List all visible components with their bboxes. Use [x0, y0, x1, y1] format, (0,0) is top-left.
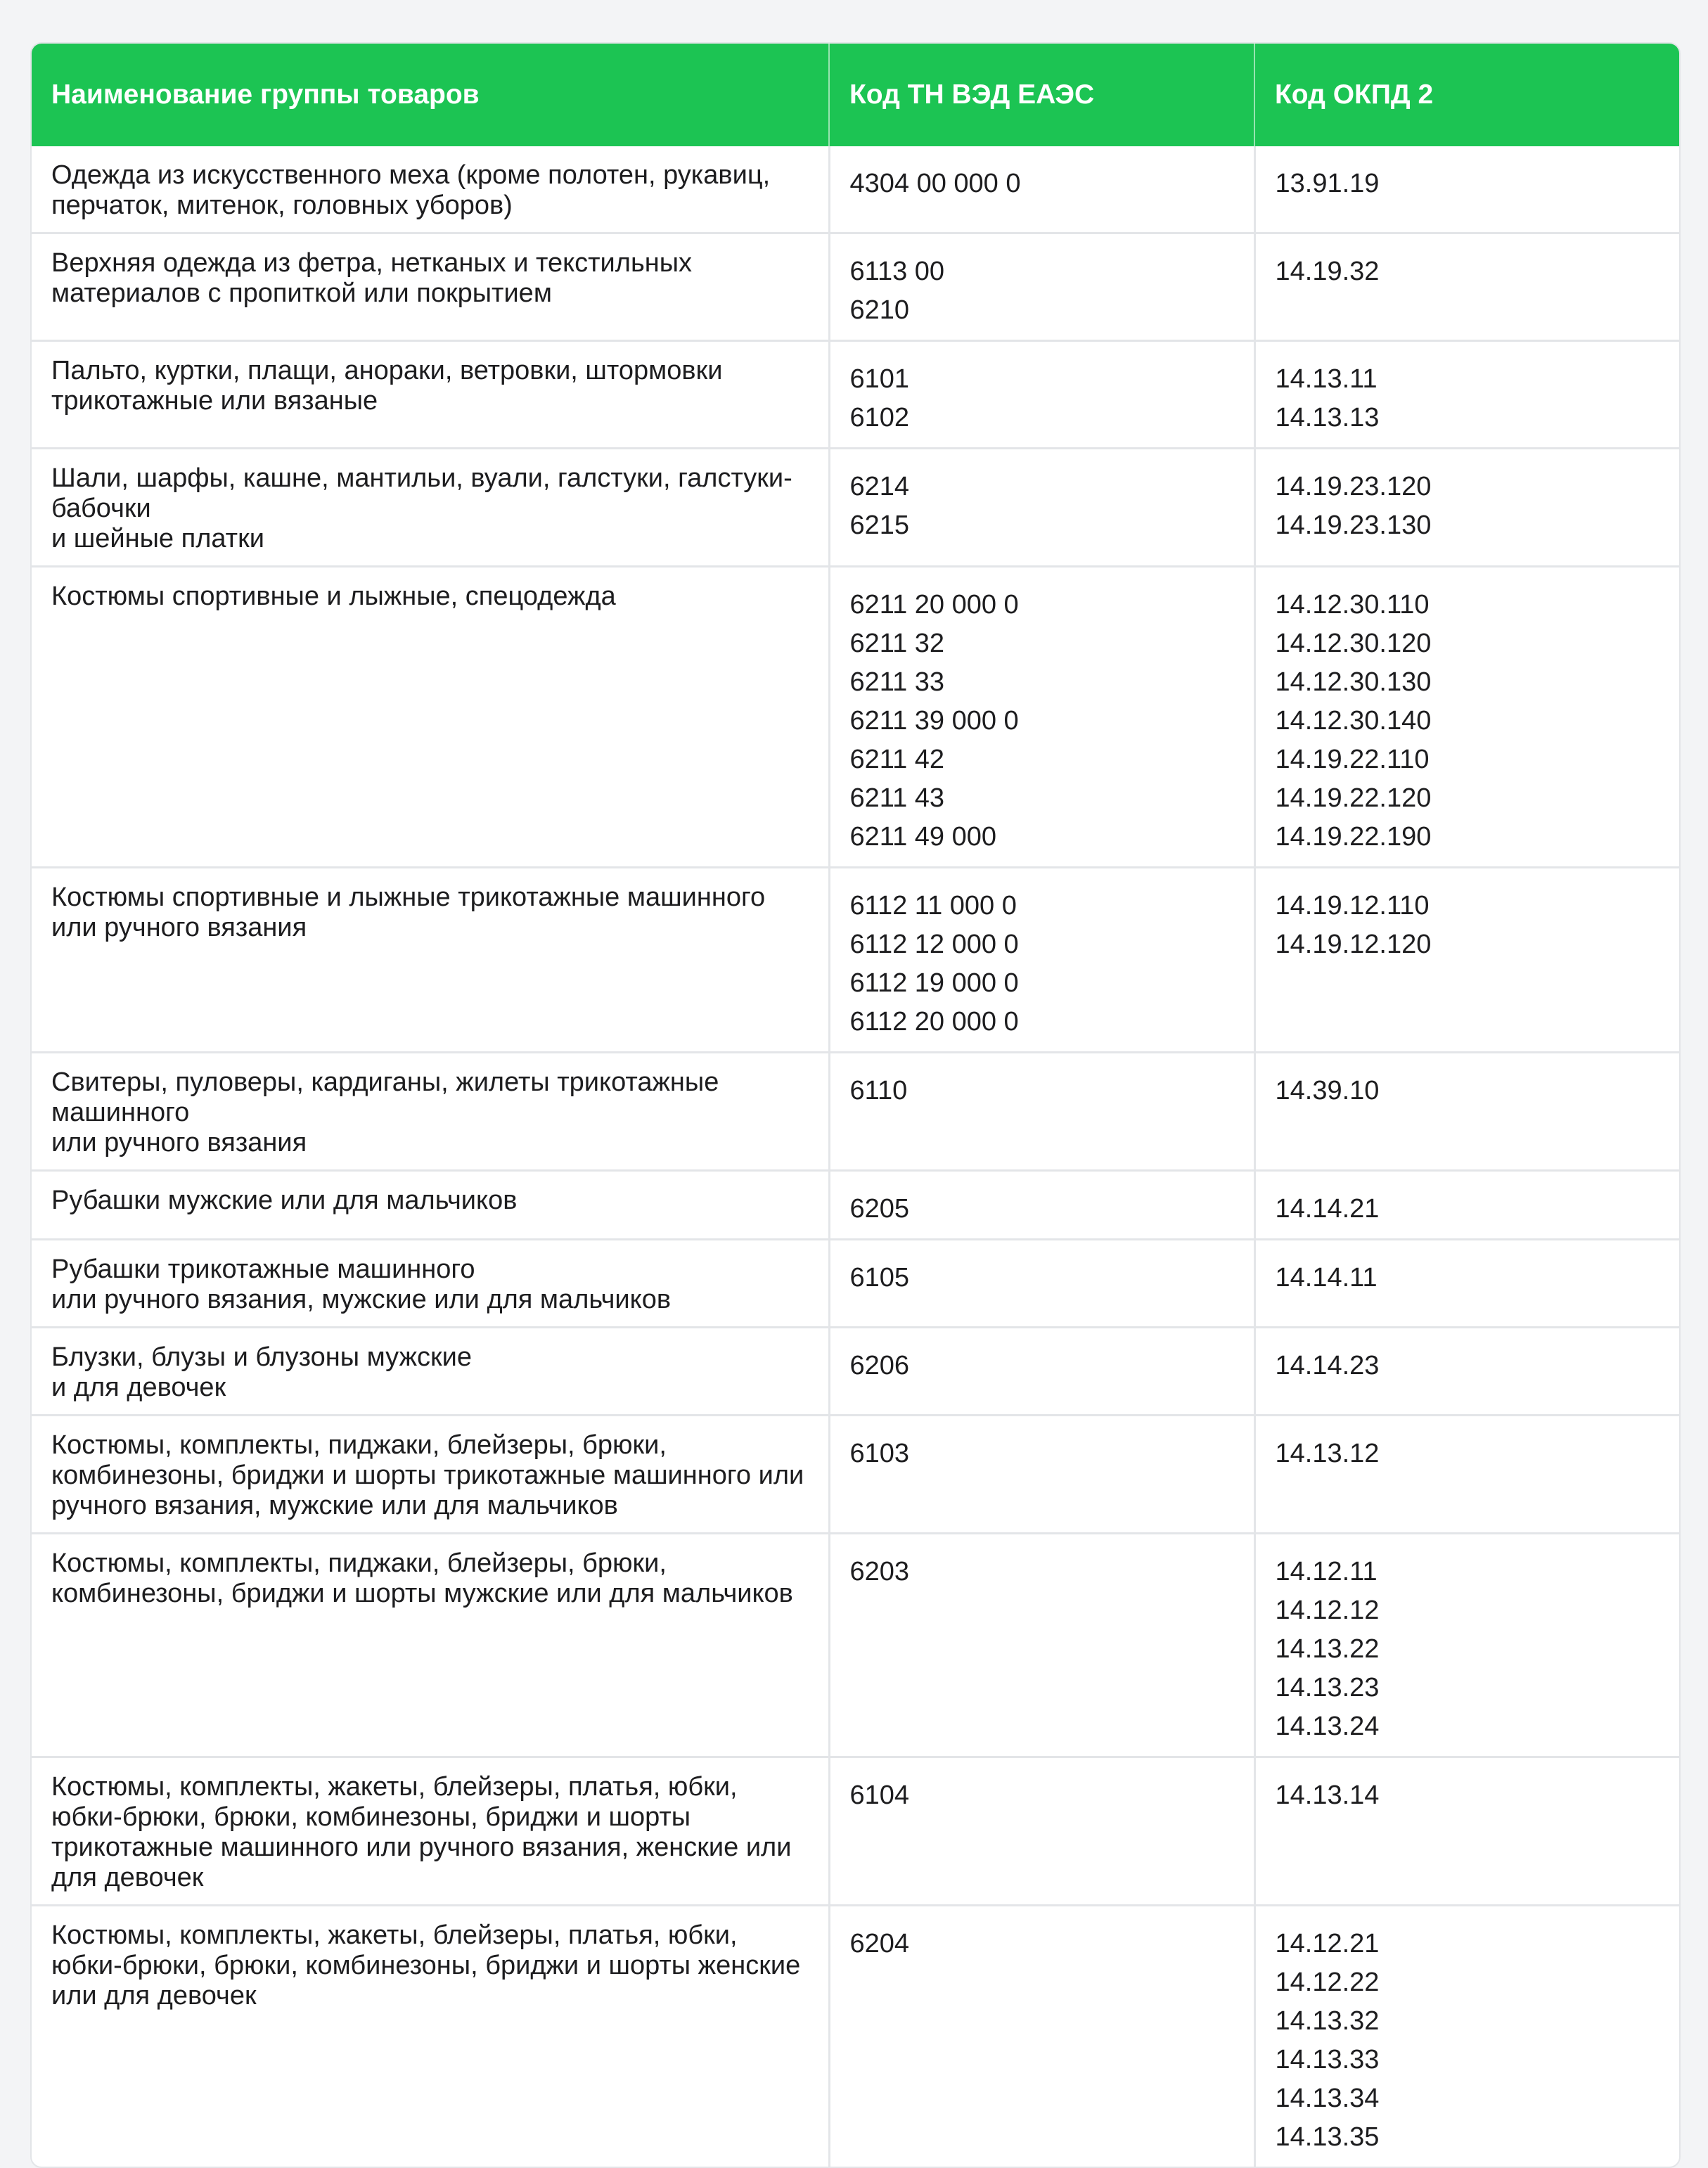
product-group-name: Костюмы, комплекты, пиджаки, блейзеры, брюки, комбинезоны, бриджи и шорты трикотажные машинного или ручного вязания, мужские или для мальчиков	[51, 1430, 804, 1520]
okpd2-code-cell	[1254, 567, 1679, 868]
tnved-code: 6211 42	[849, 745, 945, 774]
table-row	[32, 1328, 1679, 1416]
tnved-code: 6211 32	[849, 629, 945, 658]
tnved-code-cell	[829, 1171, 1254, 1240]
product-group-name: Шали, шарфы, кашне, мантильи, вуали, галстуки, галстуки-бабочки и шейные платки	[51, 463, 792, 553]
okpd2-code-cell	[1254, 868, 1679, 1053]
product-group-name: Пальто, куртки, плащи, анораки, ветровки, штормовки трикотажные или вязаные	[51, 356, 723, 416]
tnved-code: 6206	[849, 1351, 910, 1380]
tnved-code-cell	[829, 1906, 1254, 2167]
table-row	[32, 1171, 1679, 1240]
tnved-code: 6211 49 000	[849, 822, 996, 852]
table-row	[32, 868, 1679, 1053]
product-group-cell	[32, 341, 829, 449]
tnved-code-cell	[829, 1053, 1254, 1171]
okpd2-code: 14.19.12.120	[1275, 930, 1432, 959]
tnved-code: 6203	[849, 1557, 910, 1586]
table-body	[32, 146, 1679, 2167]
tnved-code: 6112 11 000 0	[849, 891, 1017, 921]
tnved-code-cell	[829, 449, 1254, 567]
okpd2-code-cell	[1254, 1757, 1679, 1906]
product-group-name: Рубашки трикотажные машинного или ручного вязания, мужские или для мальчиков	[51, 1255, 672, 1314]
okpd2-code: 14.13.35	[1275, 2122, 1380, 2152]
tnved-code: 6211 33	[849, 667, 945, 697]
tnved-code: 6211 43	[849, 783, 945, 813]
okpd2-code-cell	[1254, 341, 1679, 449]
product-group-cell	[32, 233, 829, 341]
tnved-code: 6102	[849, 403, 910, 432]
okpd2-code-cell	[1254, 1906, 1679, 2167]
okpd2-code: 14.19.23.120	[1275, 472, 1432, 501]
tnved-code-cell	[829, 1240, 1254, 1328]
product-group-cell	[32, 1534, 829, 1757]
table-row	[32, 233, 1679, 341]
product-group-name: Костюмы, комплекты, жакеты, блейзеры, платья, юбки, юбки-брюки, брюки, комбинезоны, бриджи и шорты трикотажные машинного или ручного вязания, женские или для девочек	[51, 1772, 792, 1892]
tnved-code-cell	[829, 146, 1254, 233]
okpd2-code-cell	[1254, 1240, 1679, 1328]
tnved-code: 6103	[849, 1439, 910, 1468]
tnved-code: 6205	[849, 1194, 910, 1224]
tnved-code: 6204	[849, 1929, 910, 1958]
okpd2-code-cell	[1254, 146, 1679, 233]
product-group-cell	[32, 1416, 829, 1534]
okpd2-code: 14.19.22.190	[1275, 822, 1432, 852]
okpd2-code: 14.12.30.140	[1275, 706, 1432, 736]
table-row	[32, 1240, 1679, 1328]
tnved-code: 6112 20 000 0	[849, 1007, 1019, 1037]
goods-codes-table	[32, 44, 1679, 2167]
goods-codes-table-container	[30, 42, 1681, 2168]
okpd2-code: 14.19.12.110	[1275, 891, 1430, 921]
product-group-name: Рубашки мужские или для мальчиков	[51, 1186, 518, 1215]
tnved-code: 6105	[849, 1263, 910, 1293]
table-row	[32, 1416, 1679, 1534]
product-group-name: Блузки, блузы и блузоны мужские и для девочек	[51, 1342, 472, 1402]
okpd2-code: 14.19.23.130	[1275, 511, 1432, 540]
tnved-code-cell	[829, 233, 1254, 341]
okpd2-code: 14.39.10	[1275, 1076, 1380, 1105]
tnved-code: 6112 19 000 0	[849, 968, 1019, 998]
okpd2-code-cell	[1254, 1416, 1679, 1534]
okpd2-code: 14.19.22.110	[1275, 745, 1430, 774]
okpd2-code: 14.19.22.120	[1275, 783, 1432, 813]
table-row	[32, 1757, 1679, 1906]
tnved-code: 4304 00 000 0	[849, 169, 1021, 198]
okpd2-code: 14.13.22	[1275, 1634, 1380, 1664]
tnved-code-cell	[829, 567, 1254, 868]
okpd2-code: 14.12.22	[1275, 1968, 1380, 1997]
okpd2-code: 13.91.19	[1275, 169, 1380, 198]
okpd2-code: 14.13.14	[1275, 1781, 1380, 1810]
header-product-group: Наименование группы товаров	[32, 44, 829, 146]
tnved-code-cell	[829, 868, 1254, 1053]
product-group-cell	[32, 1171, 829, 1240]
okpd2-code: 14.12.30.130	[1275, 667, 1432, 697]
tnved-code: 6104	[849, 1781, 910, 1810]
tnved-code: 6211 20 000 0	[849, 590, 1019, 620]
tnved-code: 6215	[849, 511, 910, 540]
table-row	[32, 449, 1679, 567]
okpd2-code-cell	[1254, 1171, 1679, 1240]
product-group-cell	[32, 449, 829, 567]
header-okpd2-code: Код ОКПД 2	[1254, 44, 1679, 146]
tnved-code: 6214	[849, 472, 910, 501]
table-row	[32, 1534, 1679, 1757]
okpd2-code: 14.12.11	[1275, 1557, 1378, 1586]
okpd2-code: 14.13.33	[1275, 2045, 1380, 2074]
okpd2-code-cell	[1254, 449, 1679, 567]
okpd2-code: 14.12.30.110	[1275, 590, 1430, 620]
okpd2-code: 14.12.30.120	[1275, 629, 1432, 658]
product-group-name: Свитеры, пуловеры, кардиганы, жилеты трикотажные машинного или ручного вязания	[51, 1067, 719, 1157]
okpd2-code-cell	[1254, 1328, 1679, 1416]
okpd2-code: 14.13.13	[1275, 403, 1380, 432]
tnved-code: 6113 00	[849, 257, 945, 286]
okpd2-code-cell	[1254, 1534, 1679, 1757]
product-group-cell	[32, 1757, 829, 1906]
table-row	[32, 146, 1679, 233]
table-row	[32, 567, 1679, 868]
product-group-name: Одежда из искусственного меха (кроме полотен, рукавиц, перчаток, митенок, головных уборов)	[51, 160, 771, 220]
product-group-cell	[32, 868, 829, 1053]
header-tnved-code: Код ТН ВЭД ЕАЭС	[829, 44, 1254, 146]
product-group-name: Верхняя одежда из фетра, нетканых и текстильных материалов с пропиткой или покрытием	[51, 248, 693, 308]
tnved-code: 6101	[849, 364, 910, 394]
product-group-cell	[32, 146, 829, 233]
table-row	[32, 1053, 1679, 1171]
table-header-row	[32, 44, 1679, 146]
okpd2-code: 14.12.12	[1275, 1596, 1380, 1625]
product-group-cell	[32, 567, 829, 868]
tnved-code: 6210	[849, 295, 910, 325]
tnved-code: 6211 39 000 0	[849, 706, 1019, 736]
okpd2-code: 14.14.11	[1275, 1263, 1378, 1293]
product-group-name: Костюмы спортивные и лыжные трикотажные машинного или ручного вязания	[51, 883, 766, 942]
okpd2-code: 14.13.23	[1275, 1673, 1380, 1702]
okpd2-code: 14.13.34	[1275, 2084, 1380, 2113]
product-group-cell	[32, 1906, 829, 2167]
product-group-cell	[32, 1240, 829, 1328]
tnved-code-cell	[829, 1534, 1254, 1757]
tnved-code-cell	[829, 1757, 1254, 1906]
okpd2-code-cell	[1254, 1053, 1679, 1171]
okpd2-code: 14.13.12	[1275, 1439, 1380, 1468]
product-group-name: Костюмы, комплекты, жакеты, блейзеры, платья, юбки, юбки-брюки, брюки, комбинезоны, бриджи и шорты женские или для девочек	[51, 1920, 801, 2010]
okpd2-code: 14.14.23	[1275, 1351, 1380, 1380]
okpd2-code: 14.13.11	[1275, 364, 1378, 394]
okpd2-code: 14.13.32	[1275, 2006, 1380, 2036]
okpd2-code: 14.13.24	[1275, 1712, 1380, 1741]
tnved-code-cell	[829, 341, 1254, 449]
tnved-code: 6112 12 000 0	[849, 930, 1019, 959]
okpd2-code: 14.12.21	[1275, 1929, 1380, 1958]
okpd2-code: 14.19.32	[1275, 257, 1380, 286]
product-group-name: Костюмы, комплекты, пиджаки, блейзеры, брюки, комбинезоны, бриджи и шорты мужские или для мальчиков	[51, 1548, 793, 1608]
table-row	[32, 341, 1679, 449]
table-row	[32, 1906, 1679, 2167]
product-group-cell	[32, 1053, 829, 1171]
tnved-code: 6110	[849, 1076, 908, 1105]
okpd2-code: 14.14.21	[1275, 1194, 1380, 1224]
product-group-name: Костюмы спортивные и лыжные, спецодежда	[51, 582, 616, 611]
okpd2-code-cell	[1254, 233, 1679, 341]
tnved-code-cell	[829, 1416, 1254, 1534]
tnved-code-cell	[829, 1328, 1254, 1416]
product-group-cell	[32, 1328, 829, 1416]
